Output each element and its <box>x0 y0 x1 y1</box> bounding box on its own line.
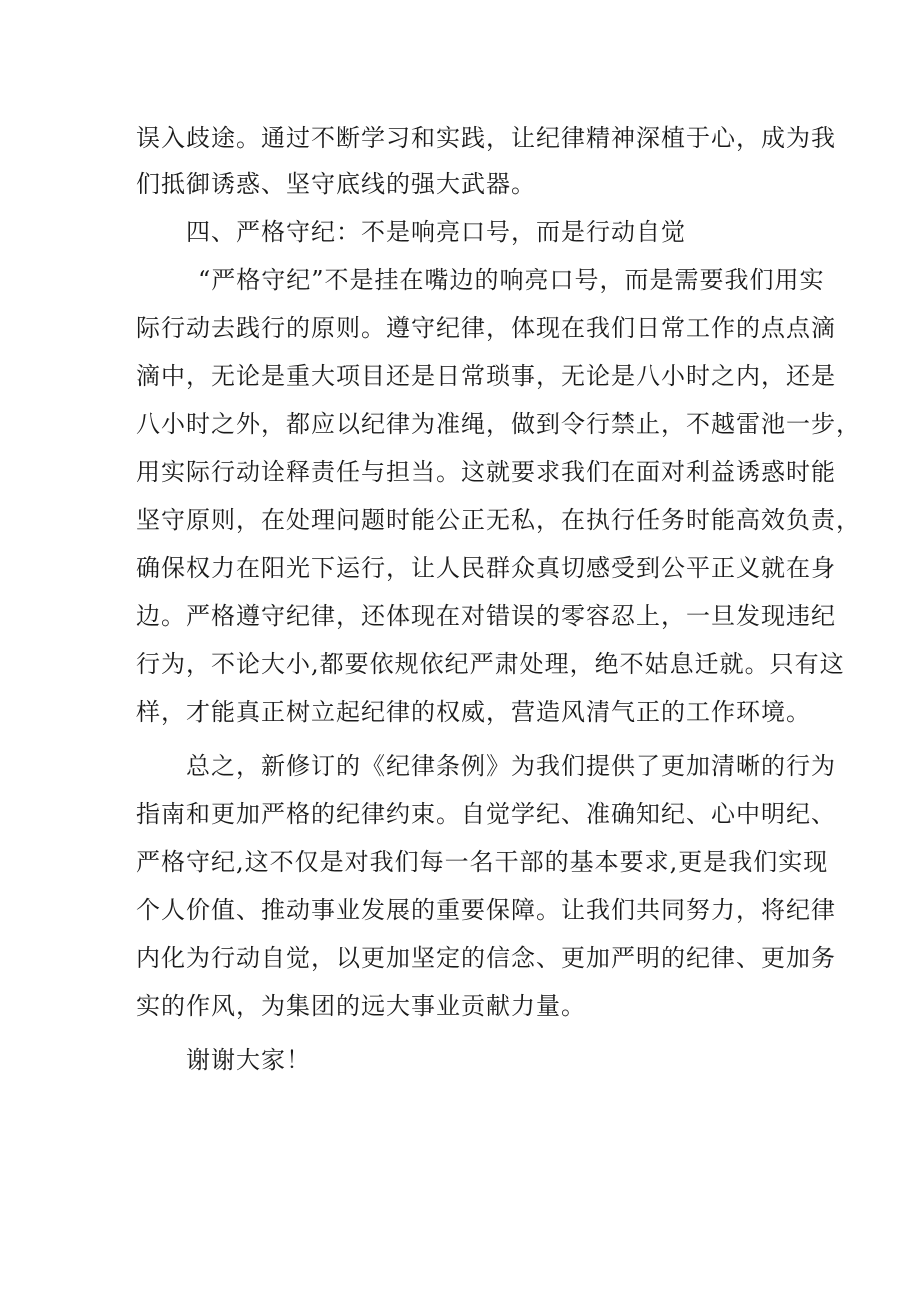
paragraph-line: 误入歧途。通过不断学习和实践，让纪律精神深植于心，成为我 <box>136 124 836 152</box>
paragraph-line: 指南和更加严格的纪律约束。自觉学纪、准确知纪、心中明纪、 <box>136 800 836 828</box>
paragraph-line: 八小时之外，都应以纪律为准绳，做到令行禁止，不越雷池一步， <box>136 410 861 438</box>
paragraph-line: 样，才能真正树立起纪律的权威，营造风清气正的工作环境。 <box>136 698 811 726</box>
paragraph-line: 行为，不论大小,都要依规依纪严肃处理，绝不姑息迁就。只有这 <box>136 650 845 678</box>
paragraph-line: 内化为行动自觉，以更加坚定的信念、更加严明的纪律、更加务 <box>136 944 836 972</box>
paragraph-line: 边。严格遵守纪律，还体现在对错误的零容忍上，一旦发现违纪 <box>136 602 836 630</box>
paragraph-line: 滴中，无论是重大项目还是日常琐事，无论是八小时之内，还是 <box>136 362 836 390</box>
paragraph-line: 实的作风，为集团的远大事业贡献力量。 <box>136 992 586 1020</box>
paragraph-line: 总之，新修订的《纪律条例》为我们提供了更加清晰的行为 <box>186 752 836 780</box>
paragraph-line: “严格守纪”不是挂在嘴边的响亮口号，而是需要我们用实 <box>198 266 825 294</box>
paragraph-line: 坚守原则，在处理问题时能公正无私，在执行任务时能高效负责， <box>136 506 861 534</box>
paragraph-line: 个人价值、推动事业发展的重要保障。让我们共同努力，将纪律 <box>136 896 836 924</box>
closing-line: 谢谢大家！ <box>186 1046 311 1074</box>
paragraph-line: 们抵御诱惑、坚守底线的强大武器。 <box>136 170 536 198</box>
paragraph-line: 用实际行动诠释责任与担当。这就要求我们在面对利益诱惑时能 <box>136 458 836 486</box>
paragraph-line: 严格守纪,这不仅是对我们每一名干部的基本要求,更是我们实现 <box>136 848 829 876</box>
paragraph-line: 确保权力在阳光下运行，让人民群众真切感受到公平正义就在身 <box>136 554 836 582</box>
section-heading: 四、严格守纪：不是响亮口号，而是行动自觉 <box>186 218 686 246</box>
paragraph-line: 际行动去践行的原则。遵守纪律，体现在我们日常工作的点点滴 <box>136 314 836 342</box>
